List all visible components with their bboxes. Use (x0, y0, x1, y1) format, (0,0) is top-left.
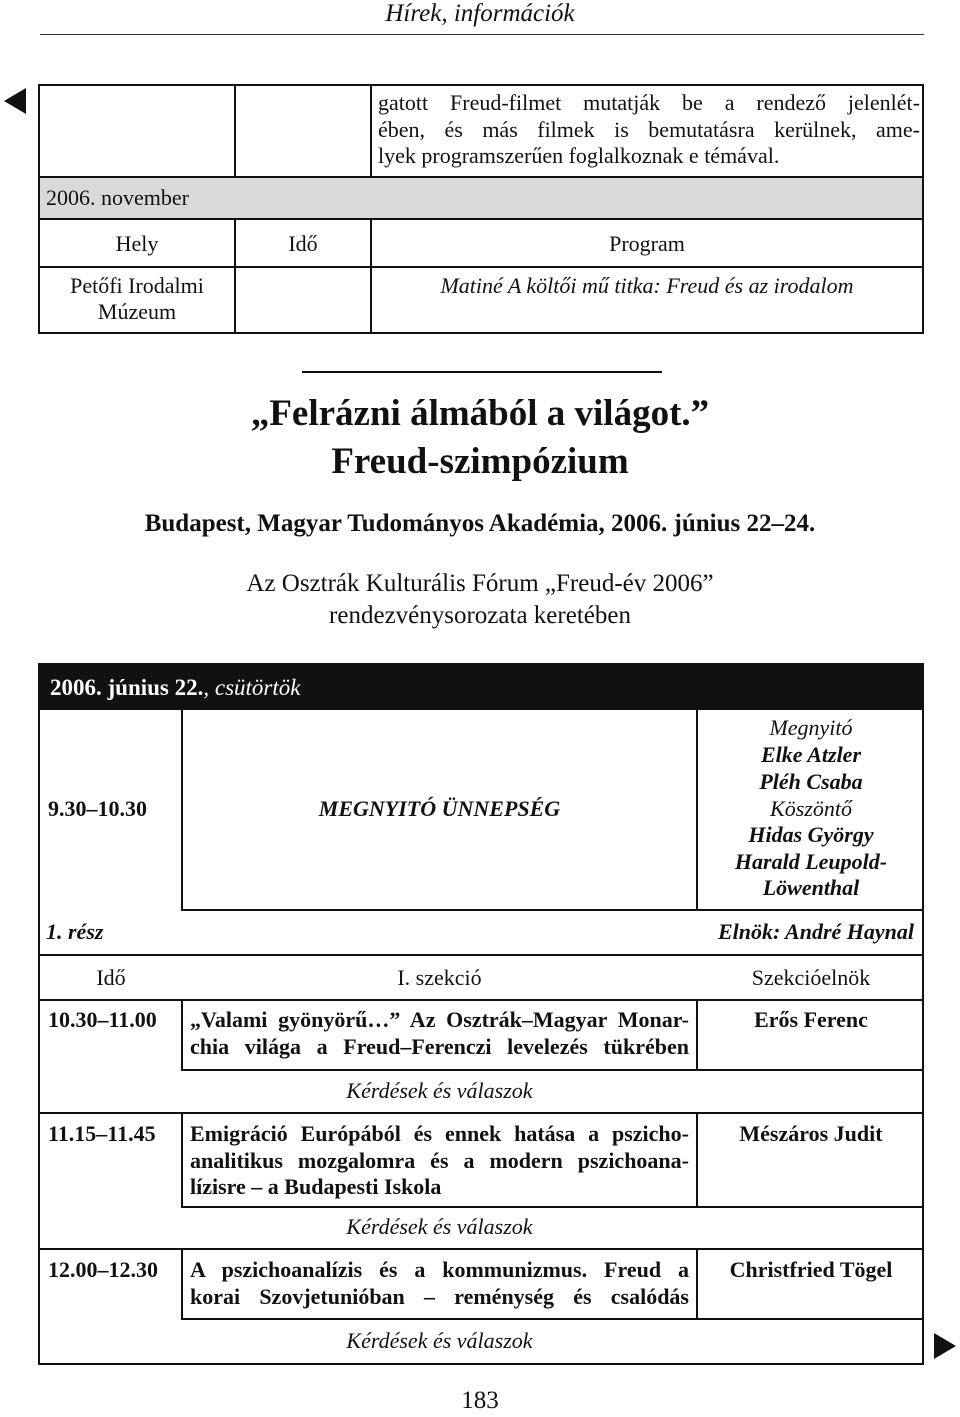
month-label: 2006. november (46, 185, 189, 210)
part-chair: Elnök: André Haynal (718, 919, 914, 944)
divider (40, 266, 922, 268)
divider (181, 1069, 924, 1071)
header-program: Program (609, 231, 685, 256)
opening-speaker-3: Hidas György (748, 822, 874, 847)
divider (181, 1113, 183, 1207)
talk-1-line-2: chia világa a Freud–Ferenczi levelezés tükrében (190, 1034, 689, 1059)
divider (38, 1112, 924, 1114)
place-line-1: Petőfi Irodalmi (70, 273, 204, 298)
opening-time: 9.30–10.30 (48, 796, 147, 821)
qa-3: Kérdések és válaszok (346, 1328, 533, 1353)
triangle-left-icon[interactable] (4, 88, 26, 114)
page-number: 183 (461, 1387, 499, 1414)
divider (181, 1318, 924, 1320)
continued-line-1: gatott Freud-filmet mutatják be a rendező jelenlét- (378, 90, 920, 115)
qa-2: Kérdések és válaszok (346, 1214, 533, 1239)
talk-1-line-1: „Valami gyönyörű…” Az Osztrák–Magyar Monar- (190, 1007, 689, 1032)
opening-speaker-2: Pléh Csaba (759, 769, 863, 794)
talk-2-line-3: lízisre – a Budapesti Iskola (190, 1174, 442, 1199)
forum-line-2: rendezvénysorozata keretében (329, 602, 631, 629)
qa-1: Kérdések és válaszok (346, 1078, 533, 1103)
day-header (40, 665, 922, 710)
talk-2-time: 11.15–11.45 (48, 1121, 156, 1146)
opening-speaker-1: Elke Atzler (760, 742, 862, 767)
divider (181, 1000, 183, 1070)
triangle-right-icon[interactable] (934, 1333, 956, 1359)
symposium-subtitle: Freud-szimpózium (331, 441, 629, 482)
section-header-chair: Szekcióelnök (751, 965, 871, 990)
opening-role-1: Megnyitó (769, 715, 853, 740)
header-place: Hely (115, 231, 159, 256)
opening-speaker-4b: Löwenthal (762, 875, 860, 900)
header-time: Idő (288, 231, 318, 256)
section-header-title: I. szekció (397, 965, 482, 990)
title-rule (302, 371, 662, 373)
symposium-title: „Felrázni álmából a világot.” (250, 393, 710, 434)
symposium-venue: Budapest, Magyar Tudományos Akadémia, 2006. június 22–24. (144, 510, 816, 537)
part-label: 1. rész (46, 919, 104, 944)
program-text: Matiné A költői mű titka: Freud és az irodalom (440, 273, 854, 298)
section-header-time: Idő (96, 965, 126, 990)
opening-role-2: Köszöntő (770, 796, 852, 821)
divider (38, 954, 924, 956)
talk-2-line-1: Emigráció Európából és ennek hatása a pszicho- (190, 1121, 689, 1146)
day-date: 2006. június 22. (50, 675, 204, 700)
divider (38, 1248, 924, 1250)
continued-line-3: lyek programszerűen foglalkoznak e témával. (378, 143, 780, 168)
talk-3-line-1: A pszichoanalízis és a kommunizmus. Freud a (190, 1257, 689, 1282)
divider (181, 1249, 183, 1319)
opening-speaker-4a: Harald Leupold- (734, 849, 888, 874)
divider (181, 909, 924, 911)
talk-3-line-2: korai Szovjetunióban – reménység és csalódás (190, 1284, 689, 1309)
divider (181, 1206, 924, 1208)
forum-line-1: Az Osztrák Kulturális Fórum „Freud-év 2006” (246, 570, 714, 597)
place-line-2: Múzeum (97, 299, 177, 324)
talk-3-chair: Christfried Tögel (729, 1257, 893, 1282)
talk-2-line-2: analitikus mozgalomra és a modern pszichoana- (190, 1148, 689, 1173)
opening-title: MEGNYITÓ ÜNNEPSÉG (318, 796, 561, 821)
divider (370, 86, 372, 176)
running-header: Hírek, információk (385, 0, 575, 27)
divider (234, 86, 236, 176)
continued-line-2: ében, és más filmek is bemutatásra kerülnek, ame- (378, 117, 920, 142)
day-name: , csütörtök (203, 675, 301, 700)
talk-1-chair: Erős Ferenc (754, 1007, 868, 1032)
header-rule (40, 34, 924, 35)
talk-3-time: 12.00–12.30 (48, 1257, 158, 1282)
divider (38, 999, 924, 1001)
talk-1-time: 10.30–11.00 (48, 1007, 157, 1032)
talk-2-chair: Mészáros Judit (739, 1121, 883, 1146)
